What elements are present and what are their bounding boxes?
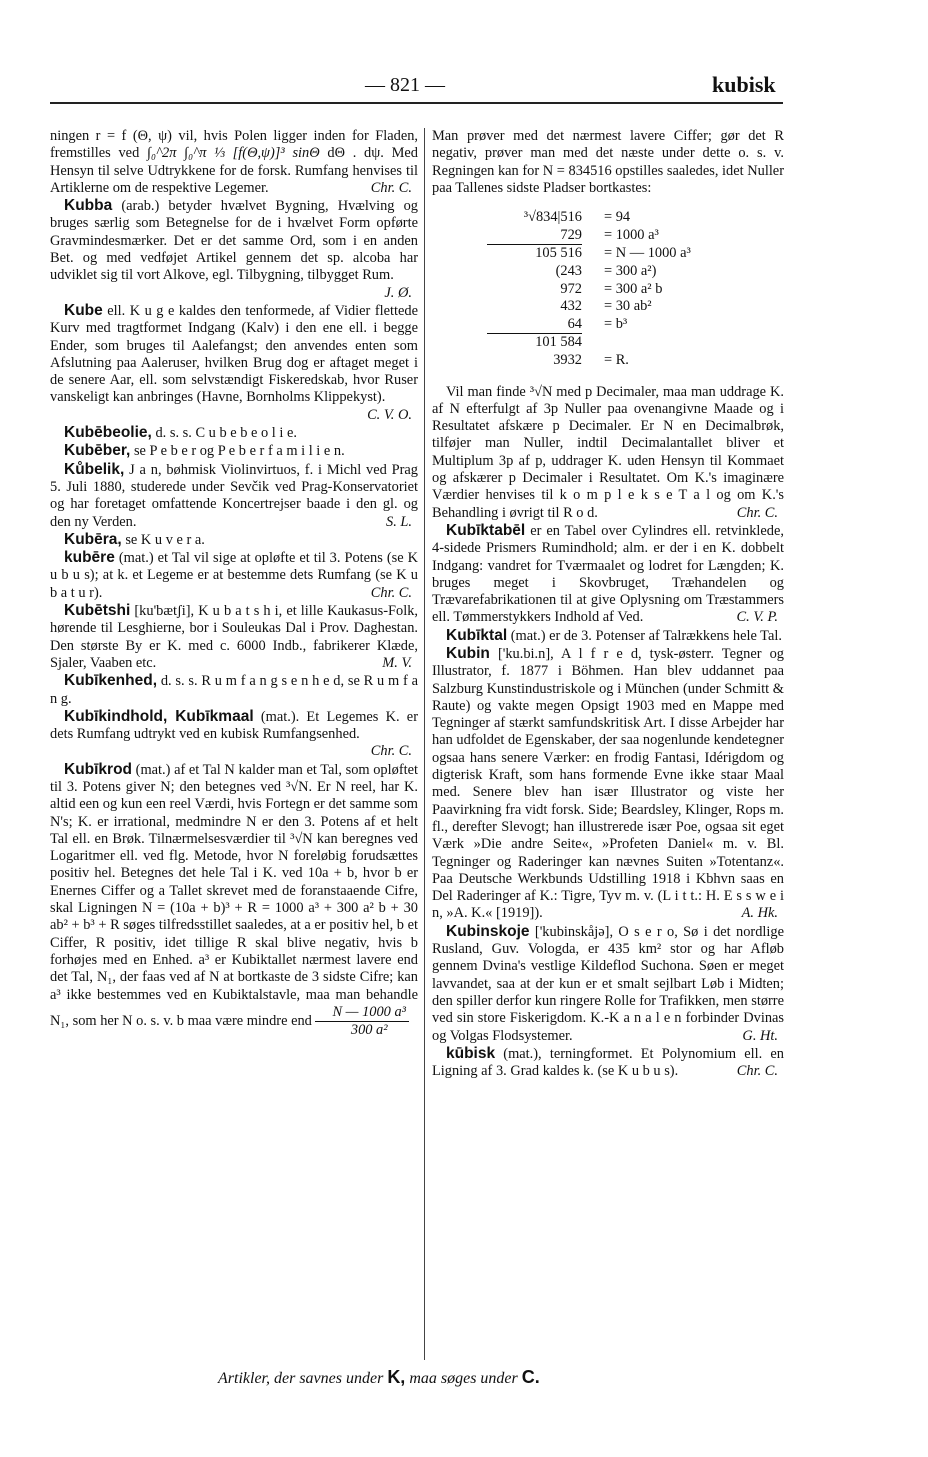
author-signature: Chr. C. — [370, 179, 412, 196]
calculation-value: 3932 — [553, 351, 582, 368]
lemma: kubēre — [64, 549, 115, 567]
entry-text: ell. K u g e kaldes den tenformede, af Vidier flettede Kurv med tragtformet Indgang (Kalv) i den ene ell. i begge Ender, som bruges til Aalefangst; den anvendes enten som Afslutning paa Aaleruser, hvilken Brug dog er aftaget meget i de senere Aar, ell. som selvstændigt Fiskeredskab, hvor Ruser vanskeligt kan anbringes (Havne, Bornholms Klippekyst). — [50, 302, 418, 406]
entry-text: J a n, bøhmisk Violinvirtuos, f. i Michl ved Prag 5. Juli 1880, studerede under Sevčik ved Prag-Konservatoriet og har foretaget omfattende Koncertrejser baade i den gl. og den ny Verden. — [50, 461, 418, 530]
lemma: Kubēber, — [64, 442, 131, 460]
calculation-row — [487, 227, 784, 246]
calculation-meaning: = 300 a² b — [604, 280, 663, 297]
entry-continuation — [50, 128, 418, 197]
right-column — [432, 128, 784, 1080]
entry-kubetshi — [50, 602, 418, 672]
calculation-row — [487, 352, 784, 370]
author-signature: A. Hk. — [741, 905, 778, 922]
lemma: Kůbelik, — [64, 460, 125, 478]
author-signature: Chr. C. — [370, 743, 412, 760]
calculation-value: 432 — [560, 298, 582, 315]
calculation-value: 64 — [487, 316, 582, 335]
footer-letter-c: C. — [521, 1367, 540, 1387]
lemma: kūbisk — [446, 1044, 496, 1062]
calculation-row — [487, 263, 784, 281]
entry-text: er en Tabel over Cylindres ell. retvinklede, 4-sidede Prismers Rumindhold; alm. er der i en K. dobbelt Indgang: vandret for Tværmaalet og lodret for Længden; K. bruges meget i Skovbruget, Træhandelen og Trævarefabrikationen til at give Oplysning om Træstammers ell. Tømmerstykkers Indhold af Ved. — [432, 522, 784, 626]
entry-text: d. s. s. C u b e b e o l i e. — [155, 425, 297, 442]
lemma: Kubīktabēl — [446, 521, 526, 539]
calculation-row — [487, 316, 784, 335]
author-signature: Chr. C. — [736, 1063, 778, 1080]
entry-text: (mat.) af et Tal N kalder man et Tal, som opløftet til 3. Potens giver N; den betegnes ved ³√N. Er N reel, har K. altid een og kun een reel Værdi, hvis Fortegn er det samme som N's; K. er irrational, medmindre N er den 3. Potens af et helt Tal ell. en Brøk. Tilnærmelsesværdier til ³√N kan beregnes ved Logaritmer ell. ved flg. Metode, hvor N foreløbig forudsættes positiv hel. Betegnes det hele Tal i K. ved 10a + b, hvor b er Enernes Ciffer og a Tallet skrevet med de foranstaaende Cifre, skal Ligningen N = (10a + b)³ + R = 1000 a³ + 300 a² b + 30 ab² + b³ + R søges tilfredsstillet saaledes, at a er positiv hel, b et Ciffer, R positiv, idet tillige R skal blive negativ, hvis b forhøjes med en Enhed. a³ er Kubiktallet nærmest lavere end det Tal, N₁, der faas ved af N at bortkaste de 3 sidste Cifre; kan a³ ikke bestemmes ved en Kubiktalstavle, maa man behandle N₁, som her N o. s. v. b maa være mindre end — [50, 761, 418, 1029]
entry-text: dΘ . dψ. Med Hensyn til selve Udtrykkene for de forsk. Rumfang henvises til Artiklerne om de respektive Legemer. — [50, 145, 418, 196]
calculation-row — [487, 281, 784, 299]
author-signature: S. L. — [386, 513, 412, 530]
footer-text: maa søges under — [405, 1370, 522, 1387]
header-rule — [50, 102, 783, 104]
calculation-meaning: = R. — [604, 351, 629, 368]
lemma: Kubīktal — [446, 626, 508, 644]
entry-text: (mat.). Et Legemes K. er dets Rumfang udtrykt ved en kubisk Rumfangsenhed. — [50, 708, 418, 743]
entry-kube — [50, 301, 418, 423]
fraction — [315, 1004, 408, 1040]
footer-letter-k: K, — [387, 1367, 406, 1387]
fraction-denominator: 300 a² — [350, 1022, 388, 1039]
lemma: Kubba — [64, 197, 113, 215]
lemma: Kubinskoje — [446, 922, 530, 940]
entry-text: [ku'bætʃi], K u b a t s h i, et lille Kaukasus-Folk, hørende til Lesghierne, bor i Souleukas Dal i Prov. Daghestan. Den største By er K. med c. 6000 Indb., fabrikerer Klæde, Sjaler, Vaaben etc. — [50, 603, 418, 671]
entry-continuation: Man prøver med det nærmest lavere Ciffer; gør det R negativ, prøver man med det næste under dette o. s. v. Regningen kan for N = 834516 opstilles saaledes, idet Nuller paa Tallenes sidste Pladser bortkastes: — [432, 128, 784, 196]
calculation-row — [487, 334, 784, 352]
entry-text: (mat.), terningformet. Et Polynomium ell. en Ligning af 3. Grad kaldes k. (se K u b u s). — [432, 1045, 784, 1080]
entry-kubisk — [432, 1045, 784, 1081]
lemma: Kube — [64, 301, 103, 319]
calculation-value: 972 — [560, 280, 582, 297]
lemma: Kubētshi — [64, 602, 131, 620]
calculation-row — [487, 298, 784, 316]
author-signature: J. Ø. — [384, 284, 412, 301]
column-divider — [424, 128, 425, 1360]
entry-text: (mat.) er de 3. Potenser af Talrækkens hele Tal. — [510, 627, 782, 644]
calculation-meaning: = b³ — [604, 315, 628, 332]
page-number: — 821 — — [365, 74, 445, 96]
entry-kubikrod — [50, 761, 418, 1040]
author-signature: C. V. P. — [736, 609, 778, 626]
footer-note — [218, 1367, 540, 1388]
integral-formula: ∫₀^2π ∫₀^π ⅓ [f(Θ,ψ)]³ sinΘ — [147, 145, 320, 162]
entry-text: (mat.) et Tal vil sige at opløfte et til 3. Potens (se K u b u s); at k. et Legeme er at bestemme dets Rumfang (se K u b a t u r). — [50, 550, 418, 601]
calculation-value: 105 516 — [535, 245, 582, 262]
calculation-meaning: = N — 1000 a³ — [604, 245, 691, 262]
calculation-value: ³√834|516 — [523, 209, 582, 226]
entry-continuation-decimals — [432, 384, 784, 522]
calculation-value: (243 — [555, 262, 582, 279]
footer-text: Artikler, der savnes under — [218, 1370, 388, 1387]
left-column — [50, 128, 418, 1039]
lemma: Kubīkenhed, — [64, 672, 158, 690]
entry-text: ningen r = f (Θ, ψ) vil, hvis Polen ligger inden for Fladen, fremstilles ved — [50, 128, 418, 162]
lemma: Kubīkrod — [64, 760, 133, 778]
author-signature: Chr. C. — [736, 504, 778, 521]
author-signature: Chr. C. — [370, 584, 412, 601]
entry-text: ['ku.bi.n], A l f r e d, tysk-østerr. Tegner og Illustrator, f. 1877 i Böhmen. Han blev uddannet paa Salzburg Kunstindustriskole og i München (under Schmitt & Raute) og vakte megen Opsigt 1903 med en Mappe med Tegninger af stærkt samfundskritisk Art. I disse Arbejder har han udfoldet de Egenskaber, der saa nogenlunde kendetegner ogsaa hans senere Værker: en frodig Fantasi, Idérigdom og digterisk Kraft, som hans formende Evne ikke staar Maal med. Senere blev han især Illustrator og viste her Paavirkning fra vidt forsk. Side; Beardsley, Klinger, Rops m. fl., derefter Slevogt; han illustrerede især Poe, ogsaa sit eget Værk »Die andre Seite«, »Profeten Daniel« m. v. Bl. Tegninger og Raderinger kan nævnes Suiten »Totentanz«. Paa Deutsche Werkbunds Udstilling 1918 i Kbhvn saas en Del Raderinger af K.: Tigre, Tyv m. v. (L i t t.: H. E s s w e i n, »A. K.« [1919]). — [432, 645, 784, 922]
calculation-row — [487, 209, 784, 227]
entry-kubin — [432, 645, 784, 923]
calculation-meaning: = 1000 a³ — [604, 226, 659, 243]
entry-kubikindhold — [50, 707, 418, 760]
entry-kubikenhed — [50, 672, 418, 708]
entry-kubera — [50, 531, 418, 549]
entry-text: Vil man finde ³√N med p Decimaler, maa man uddrage K. af N efterfulgt af 3p Nuller paa ovenangivne Maade og i Resultatet afskære p Decimaler. Er N en Decimalbrøk, tilføjer man Nuller, indtil Decimalantallet bliver et Multiplum 3p af p, uddrager K. uden Hensyn til Kommaet og afskærer p Decimaler i Resultatet. Om K.'s imaginære Værdier henvises til k o m p l e k s e T a l og om K.'s Behandling i øvrigt til R o d. — [432, 383, 784, 521]
calculation-meaning: = 300 a²) — [604, 262, 657, 279]
lemma: Kubin — [446, 644, 490, 662]
author-signature: C. V. O. — [367, 406, 412, 423]
entry-text: (arab.) betyder hvælvet Bygning, Hvælving og bruges særlig som Betegnelse for de i hvælvet Form opførte Gravmindesmærker. Det er det samme Ord, som i en anden Bet. og med vedføjet Artikel gennem det sp. alcoba har udviklet sig til vort Alkove, egl. Tilbygning, tilbygget Rum. — [50, 198, 418, 284]
entry-kubebeolie — [50, 424, 418, 442]
cube-root-calculation — [487, 209, 784, 369]
lemma: Kubīkindhold, Kubīkmaal — [64, 707, 254, 725]
calculation-value: 101 584 — [535, 334, 582, 351]
calculation-meaning: = 94 — [604, 209, 631, 226]
entry-kubiktal — [432, 627, 784, 645]
lemma: Kubēbeolie, — [64, 424, 152, 442]
running-head-word: kubisk — [712, 72, 776, 97]
author-signature: G. Ht. — [742, 1027, 778, 1044]
entry-kubeber — [50, 442, 418, 460]
entry-text: ['kubinskåjə], O s e r o, Sø i det nordlige Rusland, Guv. Vologda, er 435 km² stor og har Afløb gennem Dvina's vestlige Kildeflod Suchona. Søen er meget lavvandet, saa at der kun er et smalt sejlbart Løb i Midten; den spiller derfor kun ringere Rolle for Trafikken, men større ved sin store Fiskerigdom. K.-K a n a l e n forbinder Dvinas og Volgas Flodsystemer. — [432, 923, 784, 1044]
entry-kubba — [50, 197, 418, 301]
entry-text: d. s. s. R u m f a n g s e n h e d, se R u m f a n g. — [50, 673, 418, 707]
entry-text: se P e b e r og P e b e r f a m i l i e n. — [133, 443, 345, 460]
entry-kubiktabel — [432, 522, 784, 627]
entry-kubere — [50, 549, 418, 602]
lemma: Kubēra, — [64, 530, 122, 548]
calculation-value: 729 — [487, 227, 582, 246]
entry-kubelik — [50, 461, 418, 531]
entry-text: se K u v e r a. — [125, 531, 205, 548]
calculation-row — [487, 245, 784, 263]
fraction-numerator: N — 1000 a³ — [315, 1004, 408, 1022]
author-signature: M. V. — [382, 654, 412, 671]
entry-kubinskoje — [432, 923, 784, 1045]
calculation-meaning: = 30 ab² — [604, 298, 652, 315]
